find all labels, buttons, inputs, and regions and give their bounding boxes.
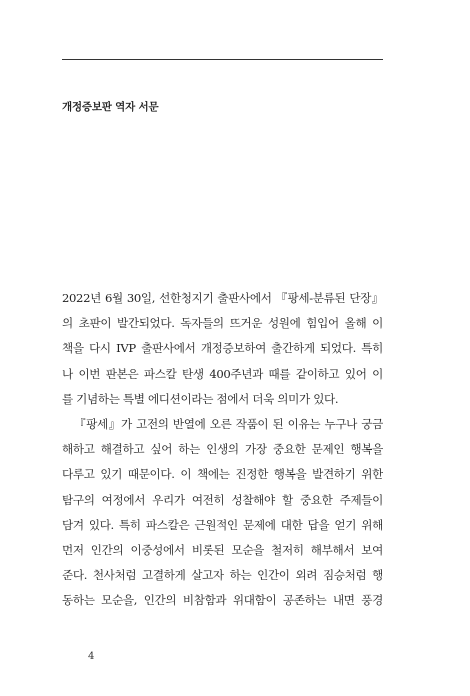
section-heading: 개정증보판 역자 서문: [62, 101, 159, 113]
text-line: 담겨 있다. 특히 파스칼은 근원적인 문제에 대한 답을 얻기 위해: [62, 517, 383, 532]
text-line: 책을 다시 IVP 출판사에서 개정증보하여 출간하게 되었다. 특히: [62, 341, 383, 356]
text-line: 『팡세』가 고전의 반열에 오른 작품이 된 이유는 누구나 궁금: [74, 416, 383, 431]
text-line: 동하는 모순을, 인간의 비참함과 위대함이 공존하는 내면 풍경: [62, 593, 383, 608]
text-line: 해하고 해결하고 싶어 하는 인생의 가장 중요한 문제인 행복을: [62, 442, 383, 457]
page-number: 4: [88, 651, 95, 662]
text-line: 나 이번 판본은 파스칼 탄생 400주년과 때를 같이하고 있어 이: [62, 366, 383, 381]
text-line: 의 초판이 발간되었다. 독자들의 뜨거운 성원에 힘입어 올해 이: [62, 316, 383, 331]
top-rule: [62, 59, 383, 60]
text-line: 준다. 천사처럼 고결하게 살고자 하는 인간이 외려 짐승처럼 행: [62, 568, 383, 583]
body-text: [62, 286, 383, 613]
text-line: 를 기념하는 특별 에디션이라는 점에서 더욱 의미가 있다.: [62, 391, 339, 406]
text-line: 탐구의 여정에서 우리가 여전히 성찰해야 할 중요한 주제들이: [62, 492, 383, 507]
text-line: 다루고 있기 때문이다. 이 책에는 진정한 행복을 발견하기 위한: [62, 467, 383, 482]
text-line: 먼저 인간의 이중성에서 비롯된 모순을 철저히 해부해서 보여: [62, 542, 383, 557]
text-line: 2022년 6월 30일, 선한청지기 출판사에서 『팡세-분류된 단장』: [62, 291, 383, 305]
